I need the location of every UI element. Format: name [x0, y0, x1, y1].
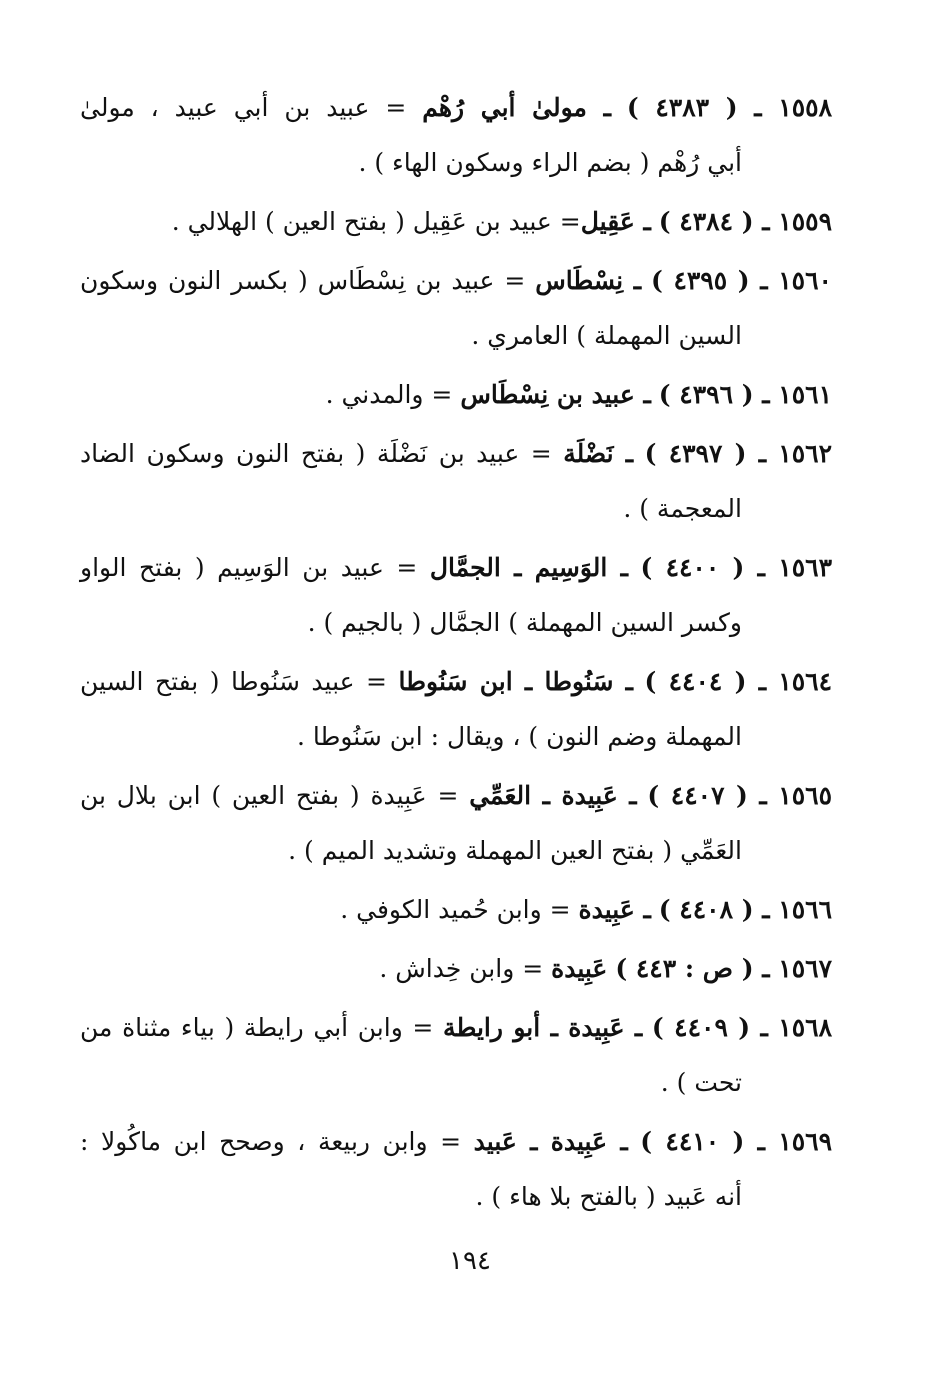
entry-continuation: العَمِّي ( بفتح العين المهملة وتشديد الميم ) . — [288, 836, 742, 865]
entry-number: ١٥٥٩ ـ ( ٤٣٨٤ ) — [658, 207, 832, 236]
entry-continuation: أبي رُهْم ( بضم الراء وسكون الهاء ) . — [358, 148, 742, 177]
entry — [80, 194, 832, 249]
entry-heading: ـ نَضْلَة — [563, 439, 634, 468]
entry-heading: ـ عَبِيدة ـ العَمِّي — [469, 781, 637, 810]
entry-number: ١٥٦٧ ـ ( ص : ٤٤٣ ) — [615, 954, 832, 983]
entry-text: = وابن أبي رايطة ( بياء مثناة من — [80, 1013, 434, 1042]
entry-continuation: المعجمة ) . — [623, 494, 742, 523]
entry-heading: ـ عَبِيدة ـ عَبيد — [473, 1127, 628, 1156]
entry-text: = عبيد سَنُوطا ( بفتح السين — [80, 667, 388, 696]
entry-text: = عَبِيدة ( بفتح العين ) ابن بلال بن — [80, 781, 459, 810]
entry-continuation: وكسر السين المهملة ) الجمَّال ( بالجيم ) . — [307, 608, 742, 637]
entry — [80, 367, 832, 422]
entry-first-line — [80, 1114, 832, 1169]
entry-first-line — [80, 941, 832, 996]
entry-number: ١٥٦٣ ـ ( ٤٤٠٠ ) — [640, 553, 832, 582]
entry-continuation: المهملة وضم النون ) ، ويقال : ابن سَنُوطا . — [296, 722, 742, 751]
entry — [80, 1114, 832, 1224]
entry-continuation: تحت ) . — [660, 1068, 742, 1097]
entry-text: = عبيد بن نَضْلَة ( بفتح النون وسكون الضاد — [80, 439, 552, 468]
entry-heading: عَبِيدة — [551, 954, 608, 983]
entry-first-line — [80, 426, 832, 481]
entry — [80, 80, 832, 190]
entry-first-line — [80, 80, 832, 135]
entry-number: ١٥٦٤ ـ ( ٤٤٠٤ ) — [644, 667, 833, 696]
entry — [80, 540, 832, 650]
entry — [80, 882, 832, 937]
entry-text: = عبيد بن عَقِيل ( بفتح العين ) الهلالي . — [171, 207, 581, 236]
entry-heading: ـ عبيد بن نِسْطَاس — [460, 380, 651, 409]
entry-number: ١٥٦٢ ـ ( ٤٣٩٧ ) — [644, 439, 832, 468]
entry-text: = والمدني . — [325, 380, 453, 409]
entry-first-line — [80, 194, 832, 249]
entry-number: ١٥٦٩ ـ ( ٤٤١٠ ) — [640, 1127, 832, 1156]
entry-heading: ـ عَقِيل — [580, 207, 651, 236]
entry — [80, 941, 832, 996]
entry-text: = عبيد بن الوَسِيم ( بفتح الواو — [80, 553, 418, 582]
entry-text: = عبيد بن نِسْطَاس ( بكسر النون وسكون — [80, 266, 526, 295]
entry-number: ١٥٦٥ ـ ( ٤٤٠٧ ) — [647, 781, 833, 810]
entry-number: ١٥٦١ ـ ( ٤٣٩٦ ) — [658, 380, 832, 409]
entry-first-line — [80, 253, 832, 308]
entry-heading: ـ مولىٰ أبي رُهْم — [422, 93, 611, 122]
entry — [80, 1000, 832, 1110]
entry-text: = وابن حُميد الكوفي . — [340, 895, 571, 924]
entry-first-line — [80, 882, 832, 937]
entry-text: = عبيد بن أبي عبيد ، مولىٰ — [80, 93, 407, 122]
entry-number: ١٥٦٨ ـ ( ٤٤٠٩ ) — [651, 1013, 832, 1042]
entry-continuation: أنه عَبيد ( بالفتح بلا هاء ) . — [475, 1182, 742, 1211]
entry — [80, 654, 832, 764]
entry-first-line — [80, 654, 832, 709]
entry-heading: ـ عَبِيدة ـ أبو رايطة — [443, 1013, 643, 1042]
page-number: ١٩٤ — [449, 1246, 491, 1276]
entry-first-line — [80, 540, 832, 595]
entry-text: = وابن خِداش . — [379, 954, 544, 983]
entry-text: = وابن ربيعة ، وصحح ابن ماكُولا : — [80, 1127, 462, 1156]
entry-number: ١٥٦٠ ـ ( ٤٣٩٥ ) — [650, 266, 832, 295]
entry — [80, 253, 832, 363]
entry-number: ١٥٥٨ ـ ( ٤٣٨٣ ) — [626, 93, 832, 122]
entry-heading: ـ الوَسِيم ـ الجمَّال — [429, 553, 628, 582]
entry-first-line — [80, 1000, 832, 1055]
entry-heading: ـ عَبِيدة — [578, 895, 651, 924]
entry-heading: ـ سَنُوطا ـ ابن سَنُوطا — [398, 667, 634, 696]
entry-heading: ـ نِسْطَاس — [535, 266, 642, 295]
page-body — [80, 80, 832, 1228]
entry-continuation: السين المهملة ) العامري . — [471, 321, 742, 350]
entry — [80, 426, 832, 536]
entry-number: ١٥٦٦ ـ ( ٤٤٠٨ ) — [658, 895, 832, 924]
entry-first-line — [80, 367, 832, 422]
entry-first-line — [80, 768, 832, 823]
entry — [80, 768, 832, 878]
